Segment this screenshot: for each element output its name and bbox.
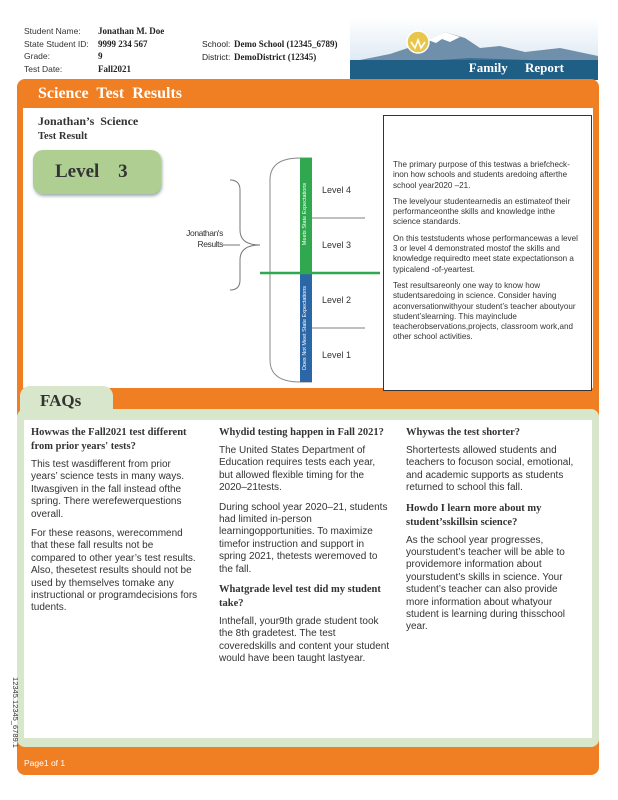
faq-answer: During school year 2020–21, students had limited in-person learningopportunities. To maximize timefor instruction and support in spring 2021, thetests weremoved to the fall. [219,501,388,575]
mountain-banner [350,18,598,80]
scale-level-2: Level 2 [322,295,352,305]
bracket-bottom [230,245,260,290]
district-label: District: [202,51,231,62]
grade: 9 [98,51,103,61]
faq-question: Whydid testing happen in Fall 2021? [219,427,384,438]
explanation-paragraph: On this teststudents whose performancewas a level 3 or level 4 demonstrated mostof the skills and knowledge requiredto meet state expectationson a typicalend -of-yeartest. [393,233,578,274]
faq-question: Whatgrade level test did my student take? [219,584,381,610]
faq-tab [20,386,113,416]
school-label: School: [202,39,231,49]
test-date: Fall2021 [98,63,131,74]
explanation-paragraph: Test resultsareonly one way to know how studentsaredoing in science. Consider having aconversationwithyour student’s teacher aboutyour student’slearning. This mayinclude teacherobservations,projects, classroom work,and other school activities. [393,280,576,342]
faq-question: Howdo I learn more about my student’sskillsin science? [406,502,542,528]
section-title: Science Test Results [38,85,182,102]
faq-answer: This test wasdifferent from prior years’ science tests in many ways. Itwasgiven in the fall instead ofthe spring. There werefewerquestions overall. [31,459,185,520]
faq-column-2 [219,426,391,673]
results-label-line2: Results [197,239,223,249]
subject-heading: Jonathan’s Science [38,114,139,128]
explanation-paragraph: The levelyour studentearnedis an estimateof their performanceonthe skills and knowledge inthe science standards. [393,196,571,227]
faq-question: Whywas the test shorter? [406,427,521,438]
faq-column-3 [406,426,582,641]
faq-question: Howwas the Fall2021 test different from prior years' tests? [31,427,187,452]
faq-answer: The United States Department of Education requires tests each year, but allowed flexible timing for the 2020–21tests. [219,445,376,494]
not-meets-label: Does Not Meet State Expectations [302,285,308,371]
explanation-paragraph: The primary purpose of this testwas a briefcheck-inon how schools and students aredoing afterthe school year2020 –21. [393,160,570,190]
meets-label: Meets State Expectations [302,182,308,246]
student-name: Jonathan M. Doe [98,26,165,36]
scale-level-4: Level 4 [322,185,352,195]
faq-column-1 [31,426,199,622]
bracket-top [230,180,260,245]
side-code: 12345.12345_6789.1 [10,677,20,748]
explanation-box [383,115,592,391]
state-id: 9999 234 567 [98,38,148,49]
level-badge [33,150,161,194]
district: DemoDistrict (12345) [234,51,317,62]
report-title: Family Report [468,60,564,75]
scale-level-1: Level 1 [322,350,352,360]
scale-level-3: Level 3 [322,240,352,250]
faq-answer: As the school year progresses, yourstudent’s teacher will be able to providemore information about yourstudent’s skills in science. Your student’s teacher can also provide more information about whatyour student is learning during thisschool year. [406,534,565,633]
faq-answer: For these reasons, werecommend that these fall results not be compared to other year’s test results. Also, thesetest results should not be used by themselves tomake any instructional or programdecisions fors tudents. [31,528,198,614]
test-date-label: Test Date: [24,63,63,74]
page-number: Page1 of 1 [24,758,66,768]
state-logo-icon [407,31,429,53]
school: Demo School (12345_6789) [234,39,338,49]
student-name-label: Student Name: [24,26,81,36]
state-id-label: State Student ID: [24,38,89,49]
result-heading: Test Result [38,131,88,142]
results-label-line1: Jonathan's [186,228,223,238]
faq-answer: Inthefall, your9th grade student took the 8th gradetest. The test coveredskills and content your student would have been taught lastyear. [219,616,390,665]
faq-answer: Shortertests allowed students and teachers to focuson social, emotional, and academic supports as students returned to school this fall. [406,445,574,494]
faq-title: FAQs [40,391,82,410]
grade-label: Grade: [24,51,50,61]
student-info [24,25,164,75]
school-info [202,38,338,63]
performance-scale [200,150,380,390]
level-text: Level 3 [55,161,128,182]
